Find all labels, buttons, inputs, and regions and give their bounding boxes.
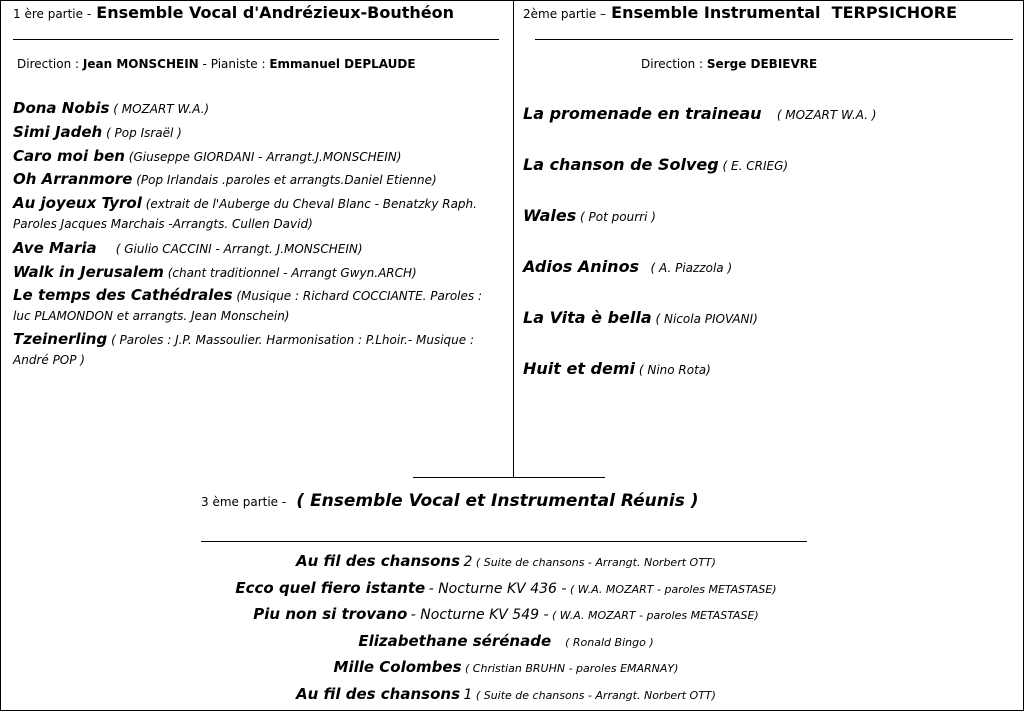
part2-ensemble: Ensemble Instrumental TERPSICHORE bbox=[611, 3, 957, 22]
item-detail: (Giuseppe GIORDANI - Arrangt.J.MONSCHEIN) bbox=[128, 150, 402, 164]
list-item bbox=[13, 121, 499, 145]
part3-title: ( Ensemble Vocal et Instrumental Réunis ) bbox=[296, 491, 699, 511]
part1-separator: - bbox=[202, 57, 207, 71]
part1-prefix: 1 ère partie - bbox=[13, 7, 92, 21]
item-detail: (Musique : Richard COCCIANTE. Paroles : luc PLAMONDON et arrangts. Jean Monschein) bbox=[13, 289, 482, 323]
part3-top-rule bbox=[413, 477, 605, 478]
item-title: La chanson de Solveg bbox=[523, 155, 719, 174]
item-detail: ( Ronald Bingo ) bbox=[565, 635, 654, 649]
item-title: Au fil des chansons bbox=[296, 552, 460, 570]
list-item bbox=[171, 682, 841, 709]
part1-pianist-label: Pianiste : bbox=[210, 57, 266, 71]
item-title: Ecco quel fiero istante bbox=[235, 578, 426, 597]
item-title: Ave Maria bbox=[13, 239, 97, 257]
item-mid: 1 bbox=[463, 686, 473, 703]
list-item bbox=[13, 261, 499, 285]
list-item bbox=[13, 169, 499, 190]
item-mid: 2 bbox=[463, 554, 473, 570]
part1-director: Jean MONSCHEIN bbox=[82, 57, 199, 71]
part1-list bbox=[13, 97, 499, 373]
list-item bbox=[171, 655, 841, 682]
item-title: Piu non si trovano bbox=[253, 605, 408, 623]
list-item bbox=[523, 293, 1003, 344]
part1-direction bbox=[17, 57, 416, 71]
list-item bbox=[13, 285, 499, 326]
list-item bbox=[13, 193, 499, 234]
column-divider bbox=[513, 1, 514, 477]
item-detail: (Pop Irlandais .paroles et arrangts.Daniel Etienne) bbox=[136, 173, 437, 187]
list-item bbox=[171, 629, 841, 656]
item-detail: ( W.A. MOZART - paroles METASTASE) bbox=[552, 609, 759, 622]
list-item bbox=[13, 145, 499, 169]
item-detail: ( Nino Rota) bbox=[638, 363, 711, 377]
item-detail: (chant traditionnel - Arrangt Gwyn.ARCH) bbox=[167, 266, 417, 280]
item-detail: ( W.A. MOZART - paroles METASTASE) bbox=[569, 582, 777, 596]
part1-header-rule bbox=[13, 39, 499, 40]
item-mid: - Nocturne KV 436 - bbox=[428, 580, 567, 597]
list-item bbox=[523, 140, 1003, 191]
item-title: Au fil des chansons bbox=[296, 684, 460, 703]
part1-header bbox=[13, 3, 454, 22]
item-mid: - Nocturne KV 549 - bbox=[410, 607, 549, 623]
list-item bbox=[171, 576, 841, 603]
item-detail: ( MOZART W.A. ) bbox=[776, 108, 877, 122]
list-item bbox=[13, 329, 499, 370]
item-detail: ( Pop Israël ) bbox=[106, 126, 182, 140]
list-item bbox=[523, 344, 1003, 395]
part3-prefix: 3 ème partie - bbox=[201, 495, 287, 509]
item-title: Oh Arranmore bbox=[13, 170, 133, 188]
item-title: Adios Aninos bbox=[523, 257, 640, 276]
part1-ensemble: Ensemble Vocal d'Andrézieux-Bouthéon bbox=[96, 3, 454, 22]
item-detail: ( Christian BRUHN - paroles EMARNAY) bbox=[465, 662, 679, 675]
part3-header bbox=[201, 491, 699, 511]
item-title: Tzeinerling bbox=[13, 330, 108, 348]
item-title: Au joyeux Tyrol bbox=[13, 194, 142, 212]
item-detail: ( Suite de chansons - Arrangt. Norbert OTT) bbox=[475, 556, 716, 569]
item-detail: ( Nicola PIOVANI) bbox=[655, 312, 758, 326]
part2-header bbox=[523, 3, 957, 22]
part2-director: Serge DEBIEVRE bbox=[706, 57, 818, 71]
item-title: La promenade en traineau bbox=[523, 104, 762, 123]
part2-direction bbox=[641, 57, 817, 71]
item-title: Dona Nobis bbox=[13, 99, 110, 117]
list-item bbox=[171, 549, 841, 576]
part1-pianist: Emmanuel DEPLAUDE bbox=[269, 57, 416, 71]
part3-list bbox=[171, 549, 841, 708]
item-title: Le temps des Cathédrales bbox=[13, 286, 233, 304]
item-title: Caro moi ben bbox=[13, 147, 125, 165]
item-title: Mille Colombes bbox=[333, 658, 462, 676]
part2-direction-label: Direction : bbox=[641, 57, 704, 71]
list-item bbox=[523, 191, 1003, 242]
item-detail: ( Suite de chansons - Arrangt. Norbert OTT) bbox=[475, 688, 716, 702]
item-title: La Vita è bella bbox=[523, 308, 652, 327]
part3-header-rule bbox=[201, 541, 807, 542]
item-detail: ( E. CRIEG) bbox=[722, 159, 789, 173]
item-detail: ( A. Piazzola ) bbox=[650, 261, 733, 275]
list-item bbox=[13, 237, 499, 261]
item-title: Walk in Jerusalem bbox=[13, 263, 164, 281]
list-item bbox=[523, 242, 1003, 293]
part2-list bbox=[523, 89, 1003, 395]
item-title: Simi Jadeh bbox=[13, 123, 103, 141]
item-detail: ( Giulio CACCINI - Arrangt. J.MONSCHEIN) bbox=[115, 242, 363, 256]
item-detail: ( Pot pourri ) bbox=[580, 210, 656, 224]
part2-prefix: 2ème partie – bbox=[523, 7, 607, 21]
item-title: Huit et demi bbox=[523, 359, 636, 378]
part1-direction-label: Direction : bbox=[17, 57, 80, 71]
list-item bbox=[523, 89, 1003, 140]
list-item bbox=[171, 602, 841, 629]
list-item bbox=[13, 97, 499, 121]
item-title: Elizabethane sérénade bbox=[358, 631, 552, 650]
item-detail: ( MOZART W.A.) bbox=[113, 102, 210, 116]
part2-header-rule bbox=[535, 39, 1013, 40]
item-detail: (extrait de l'Auberge du Cheval Blanc - Benatzky Raph. Paroles Jacques Marchais -Arrangts. Cullen David) bbox=[13, 197, 477, 231]
item-detail: ( Paroles : J.P. Massoulier. Harmonisation : P.Lhoir.- Musique : André POP ) bbox=[13, 333, 475, 367]
item-title: Wales bbox=[523, 206, 577, 225]
